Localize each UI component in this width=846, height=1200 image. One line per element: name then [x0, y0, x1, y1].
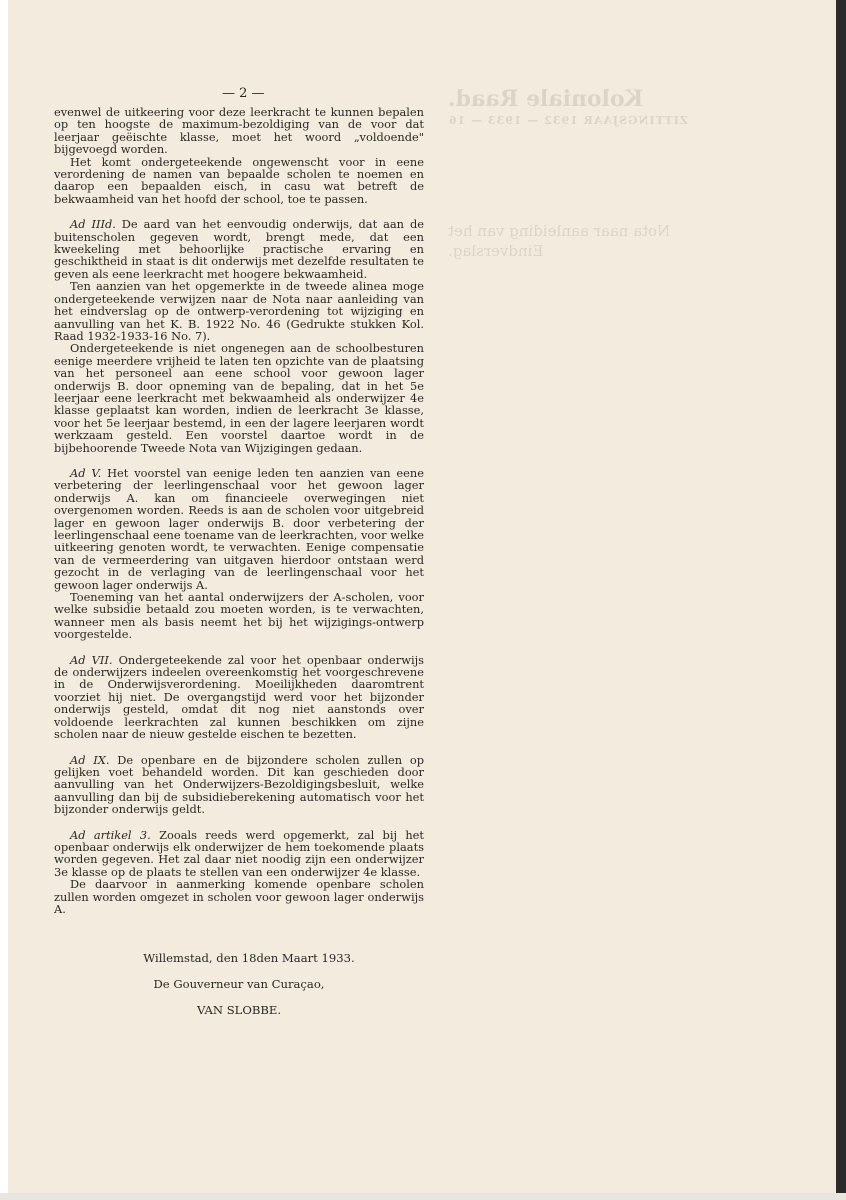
paragraph-text: Het komt ondergeteekende ongewenscht voor in eene verordening de namen van bepaalde scholen te noemen en daarop een bepaalden eisch, in casu wat betreft de bekwaamheid van het hoofd der school, toe te passen.: [54, 154, 424, 206]
bleed-through-title-2: Eindverslag.: [448, 242, 544, 260]
paragraph-ad-IIId: [54, 218, 424, 280]
signature-place-date: Willemstad, den 18den Maart 1933.: [143, 951, 355, 965]
paragraph-11: [54, 878, 424, 915]
paragraph-text: De aard van het eenvoudig onderwijs, dat aan de buitenscholen gegeven wordt, brengt mede, dat een kweekeling met behoorlijke practische ervaring en geschiktheid in staat is dit onderwijs met dezelfde resultaten te geven als eene leerkracht met hoogere bekwaamheid.: [54, 217, 424, 281]
document-body: [54, 106, 424, 915]
signature-title: De Gouverneur van Curaçao,: [153, 977, 325, 991]
paragraph-text: evenwel de uitkeering voor deze leerkracht te kunnen bepalen op ten hoogste de maximum-bezoldiging van de voor dat leerjaar geëischte klasse, moet het woord „voldoende" bijgevoegd worden.: [54, 105, 424, 157]
bleed-through-session: ZITTINGSJAAR 1932 — 1933 — 16: [448, 114, 688, 127]
paragraph-7: [54, 591, 424, 641]
signature-name: VAN SLOBBE.: [196, 1003, 282, 1017]
paragraph-1: [54, 106, 424, 156]
section-heading: Ad IX.: [70, 752, 110, 767]
paragraph-text: Ten aanzien van het opgemerkte in de tweede alinea moge ondergeteekende verwijzen naar de Nota naar aanleiding van het eindverslag op de ontwerp-verordening tot wijziging en aanvulling van het K. B. 1922 No. 46 (Gedrukte stukken Kol. Raad 1932-1933-16 No. 7).: [54, 279, 424, 343]
section-heading: Ad artikel 3.: [70, 827, 151, 842]
paragraph-text: Zooals reeds werd opgemerkt, zal bij het openbaar onderwijs elk onderwijzer de hem toekomende plaats worden gegeven. Het zal daar niet noodig zijn een onderwijzer 3e klasse op de plaats te stellen van een onderwijzer 4e klasse.: [54, 827, 424, 879]
section-heading: Ad VII.: [70, 652, 113, 667]
paragraph-4: [54, 280, 424, 342]
paragraph-2: [54, 156, 424, 206]
paragraph-text: De openbare en de bijzondere scholen zullen op gelijken voet behandeld worden. Dit kan geschieden door aanvulling van het Onderwijzers-Bezoldigingsbesluit, welke aanvulling dan bij de subsidieberekening automatisch voor het bijzonder onderwijs geldt.: [54, 752, 424, 817]
bleed-through-heading: Koloniale Raad.: [448, 86, 644, 112]
paragraph-text: Het voorstel van eenige leden ten aanzien van eene verbetering der leerlingenschaal voor het gewoon lager onderwijs A. kan om financieele overwegingen niet overgenomen worden. Reeds is aan de scholen voor uitgebreid lager en gewoon lager onderwijs B. door verbetering der leerlingenschaal eene toename van de leerkrachten, voor welke uitkeering genoten wordt, te verwachten. Eenige compensatie van de vermeerdering van uitgaven hierdoor ontstaan werd gezocht in de verlaging van de leerlingenschaal voor het gewoon lager onderwijs A.: [54, 465, 424, 592]
page-number: — 2 —: [222, 86, 265, 101]
section-heading: Ad IIId.: [70, 217, 116, 232]
paragraph-ad-artikel-3: [54, 829, 424, 879]
scan-edge-bottom: [0, 1193, 846, 1200]
section-heading: Ad V.: [70, 465, 102, 480]
paragraph-ad-V: [54, 467, 424, 591]
paragraph-text: Ondergeteekende zal voor het openbaar onderwijs de onderwijzers indeelen overeenkomstig het voorgeschrevene in de Onderwijsverordening. Moeilijkheden daaromtrent voorziet hij niet. De overgangstijd werd voor het bijzonder onderwijs gesteld, omdat dit nog niet aanstonds over voldoende leerkrachten zal kunnen beschikken om zijne scholen naar de nieuw gestelde eischen te bezetten.: [54, 652, 424, 742]
paragraph-5: [54, 342, 424, 454]
scan-edge-right: [836, 0, 846, 1200]
paragraph-text: De daarvoor in aanmerking komende openbare scholen zullen worden omgezet in scholen voor gewoon lager onderwijs A.: [54, 877, 424, 916]
paragraph-text: Toeneming van het aantal onderwijzers der A-scholen, voor welke subsidie betaald zou moeten worden, is te verwachten, wanneer men als basis neemt het bij het wijzigings-ontwerp voorgestelde.: [54, 590, 424, 642]
paragraph-ad-VII: [54, 654, 424, 741]
paragraph-text: Ondergeteekende is niet ongenegen aan de schoolbesturen eenige meerdere vrijheid te laten ten opzichte van de plaatsing van het personeel aan eene school voor gewoon lager onderwijs B. door opneming van de bepaling, dat in het 5e leerjaar eene leerkracht met bekwaamheid als onderwijzer 4e klasse geplaatst kan worden, indien de leerkracht 3e klasse, voor het 5e leerjaar bestemd, in een der lagere leerjaren wordt werkzaam gesteld. Een voorstel daartoe wordt in de bijbehoorende Tweede Nota van Wijzigingen gedaan.: [54, 341, 424, 455]
paragraph-ad-IX: [54, 754, 424, 816]
bleed-through-title-1: Nota naar aanleiding van het: [448, 222, 671, 240]
